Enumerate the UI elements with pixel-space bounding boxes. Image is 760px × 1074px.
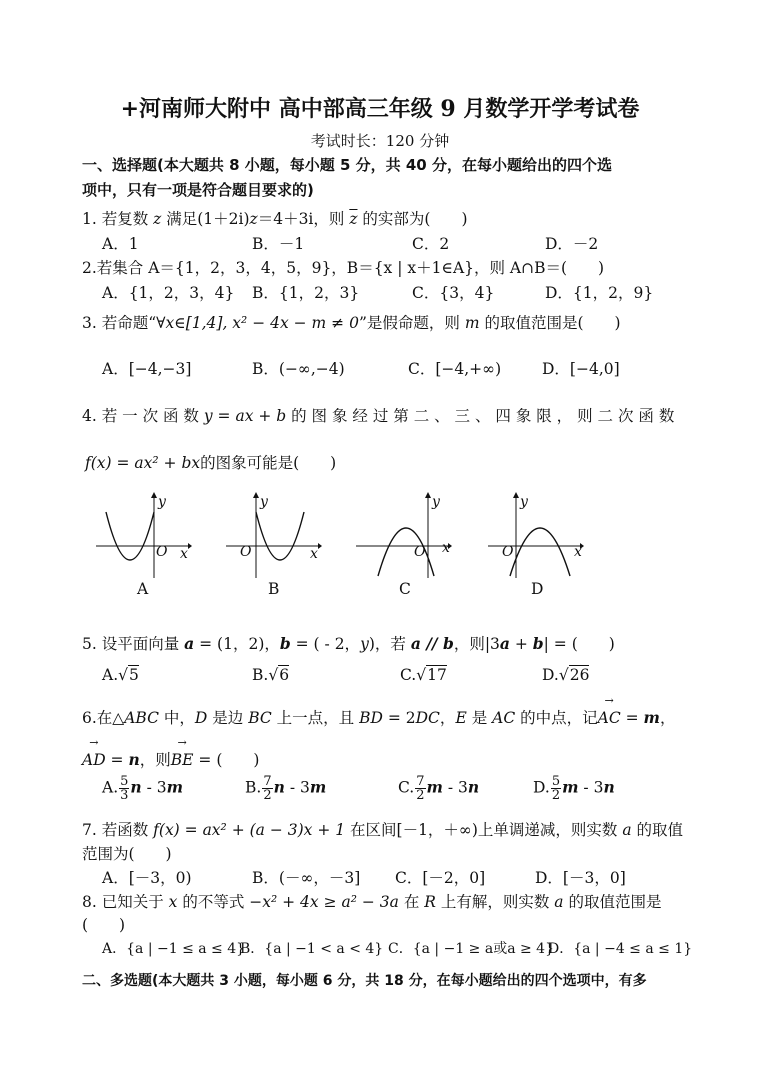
q6-option-b: B. $\frac{7}{2}$ n - 3m	[245, 774, 327, 803]
origin-label: O	[240, 544, 252, 560]
axis-x-label: x	[442, 540, 450, 556]
q2-option-b: B．{1，2，3}	[252, 284, 360, 302]
q8-option-d: D．{a | −4 ≤ a ≤ 1}	[548, 941, 693, 957]
q4-stem-line1: 4. 若 一 次 函 数 y = ax + b 的 图 象 经 过 第 二 、 三 、 四 象 限 ， 则 二 次 函 数	[82, 407, 675, 425]
axis-x-label: x	[180, 546, 188, 562]
q3-option-c: C．[−4,+∞)	[408, 360, 502, 378]
q4-graph-label-d: D	[531, 580, 544, 598]
q1-option-b: B．－1	[252, 235, 305, 253]
q7-option-a: A．[－3，0)	[102, 869, 192, 887]
q3-option-a: A．[−4,−3]	[102, 360, 192, 378]
section1-heading-line1: 一、选择题(本大题共 8 小题，每小题 5 分，共 40 分，在每小题给出的四个选	[82, 156, 612, 174]
q1-option-c: C．2	[412, 235, 450, 253]
q7-option-d: D．[－3，0]	[535, 869, 626, 887]
q5-option-c: C.√17	[400, 666, 447, 684]
section1-heading-line2: 项中，只有一项是符合题目要求的)	[82, 181, 314, 199]
q3-option-b: B．(−∞,−4)	[252, 360, 345, 378]
q8-option-b: B．{a | −1 < a < 4}	[240, 941, 384, 957]
q2-option-d: D．{1，2，9}	[545, 284, 654, 302]
origin-label: O	[156, 544, 168, 560]
q3-option-d: D．[−4,0]	[542, 360, 620, 378]
q4-graph-label-c: C	[399, 580, 411, 598]
q1-option-a: A．1	[102, 235, 139, 253]
q4-graph-d	[484, 490, 584, 580]
q4-graph-a	[92, 490, 192, 580]
page-title: +河南师大附中 高中部高三年级 9 月数学开学考试卷	[120, 96, 640, 122]
q6-stem-line2: → AD = n，则→ BE = ( )	[82, 748, 259, 770]
q5-option-d: D.√26	[542, 666, 590, 684]
q7-stem-line2: 范围为( )	[82, 845, 172, 863]
q5-option-b: B.√6	[252, 666, 290, 684]
q2-option-a: A．{1，2，3，4}	[102, 284, 235, 302]
q4-graph-c	[352, 490, 452, 580]
q8-stem-line2: ( )	[82, 916, 126, 934]
exam-time: 考试时长：120 分钟	[310, 132, 450, 150]
q2-stem: 2.若集合 A＝{1，2，3，4，5，9}，B＝{x | x＋1∈A}，则 A∩B＝( )	[82, 259, 605, 277]
q2-option-c: C．{3，4}	[412, 284, 495, 302]
q5-option-a: A.√5	[102, 666, 139, 684]
q7-option-c: C．[－2，0]	[395, 869, 486, 887]
q6-option-c: C. $\frac{7}{2}$ m - 3n	[398, 774, 480, 803]
q7-option-b: B．(－∞，－3]	[252, 869, 361, 887]
axis-y-label: y	[520, 494, 528, 510]
q8-option-a: A．{a | −1 ≤ a ≤ 4}	[102, 941, 246, 957]
q6-stem-line1: 6.在△ABC 中，D 是边 BC 上一点，且 BD = 2DC，E 是 AC 的中点，记→ AC = m，	[82, 706, 675, 728]
origin-label: O	[502, 544, 514, 560]
q4-stem-line2: f(x) = ax² + bx的图象可能是( )	[85, 454, 337, 472]
axis-y-label: y	[158, 494, 166, 510]
q8-option-c: C．{a | −1 ≥ a或a ≥ 4}	[388, 941, 554, 957]
origin-label: O	[414, 544, 426, 560]
q4-graph-label-b: B	[268, 580, 280, 598]
q6-option-d: D. $\frac{5}{2}$ m - 3n	[533, 774, 615, 803]
q6-option-a: A. $\frac{5}{3}$ n - 3m	[102, 774, 184, 803]
axis-y-label: y	[432, 494, 440, 510]
q1-stem: 1. 若复数 z 满足(1＋2i)z＝4＋3i，则 $\overline{z}$ 的实部为( )	[82, 210, 468, 228]
axis-x-label: x	[574, 544, 582, 560]
q4-graph-b	[222, 490, 322, 580]
q4-graph-label-a: A	[137, 580, 149, 598]
q7-stem-line1: 7. 若函数 f(x) = ax² + (a − 3)x + 1 在区间[－1，＋∞)上单调递减，则实数 a 的取值	[82, 821, 684, 839]
axis-x-label: x	[310, 546, 318, 562]
q1-option-d: D．－2	[545, 235, 599, 253]
q8-stem-line1: 8. 已知关于 x 的不等式 −x² + 4x ≥ a² − 3a 在 R 上有解，则实数 a 的取值范围是	[82, 893, 662, 911]
section2-heading: 二、多选题(本大题共 3 小题，每小题 6 分，共 18 分，在每小题给出的四个选项中，有多	[82, 973, 647, 989]
q5-stem: 5. 设平面向量 a = (1，2)，b = ( - 2，y)，若 a // b，则|3a + b| = ( )	[82, 634, 615, 653]
axis-y-label: y	[260, 494, 268, 510]
q3-stem: 3. 若命题“∀x∈[1,4], x² − 4x − m ≠ 0”是假命题，则 m 的取值范围是( )	[82, 314, 621, 332]
